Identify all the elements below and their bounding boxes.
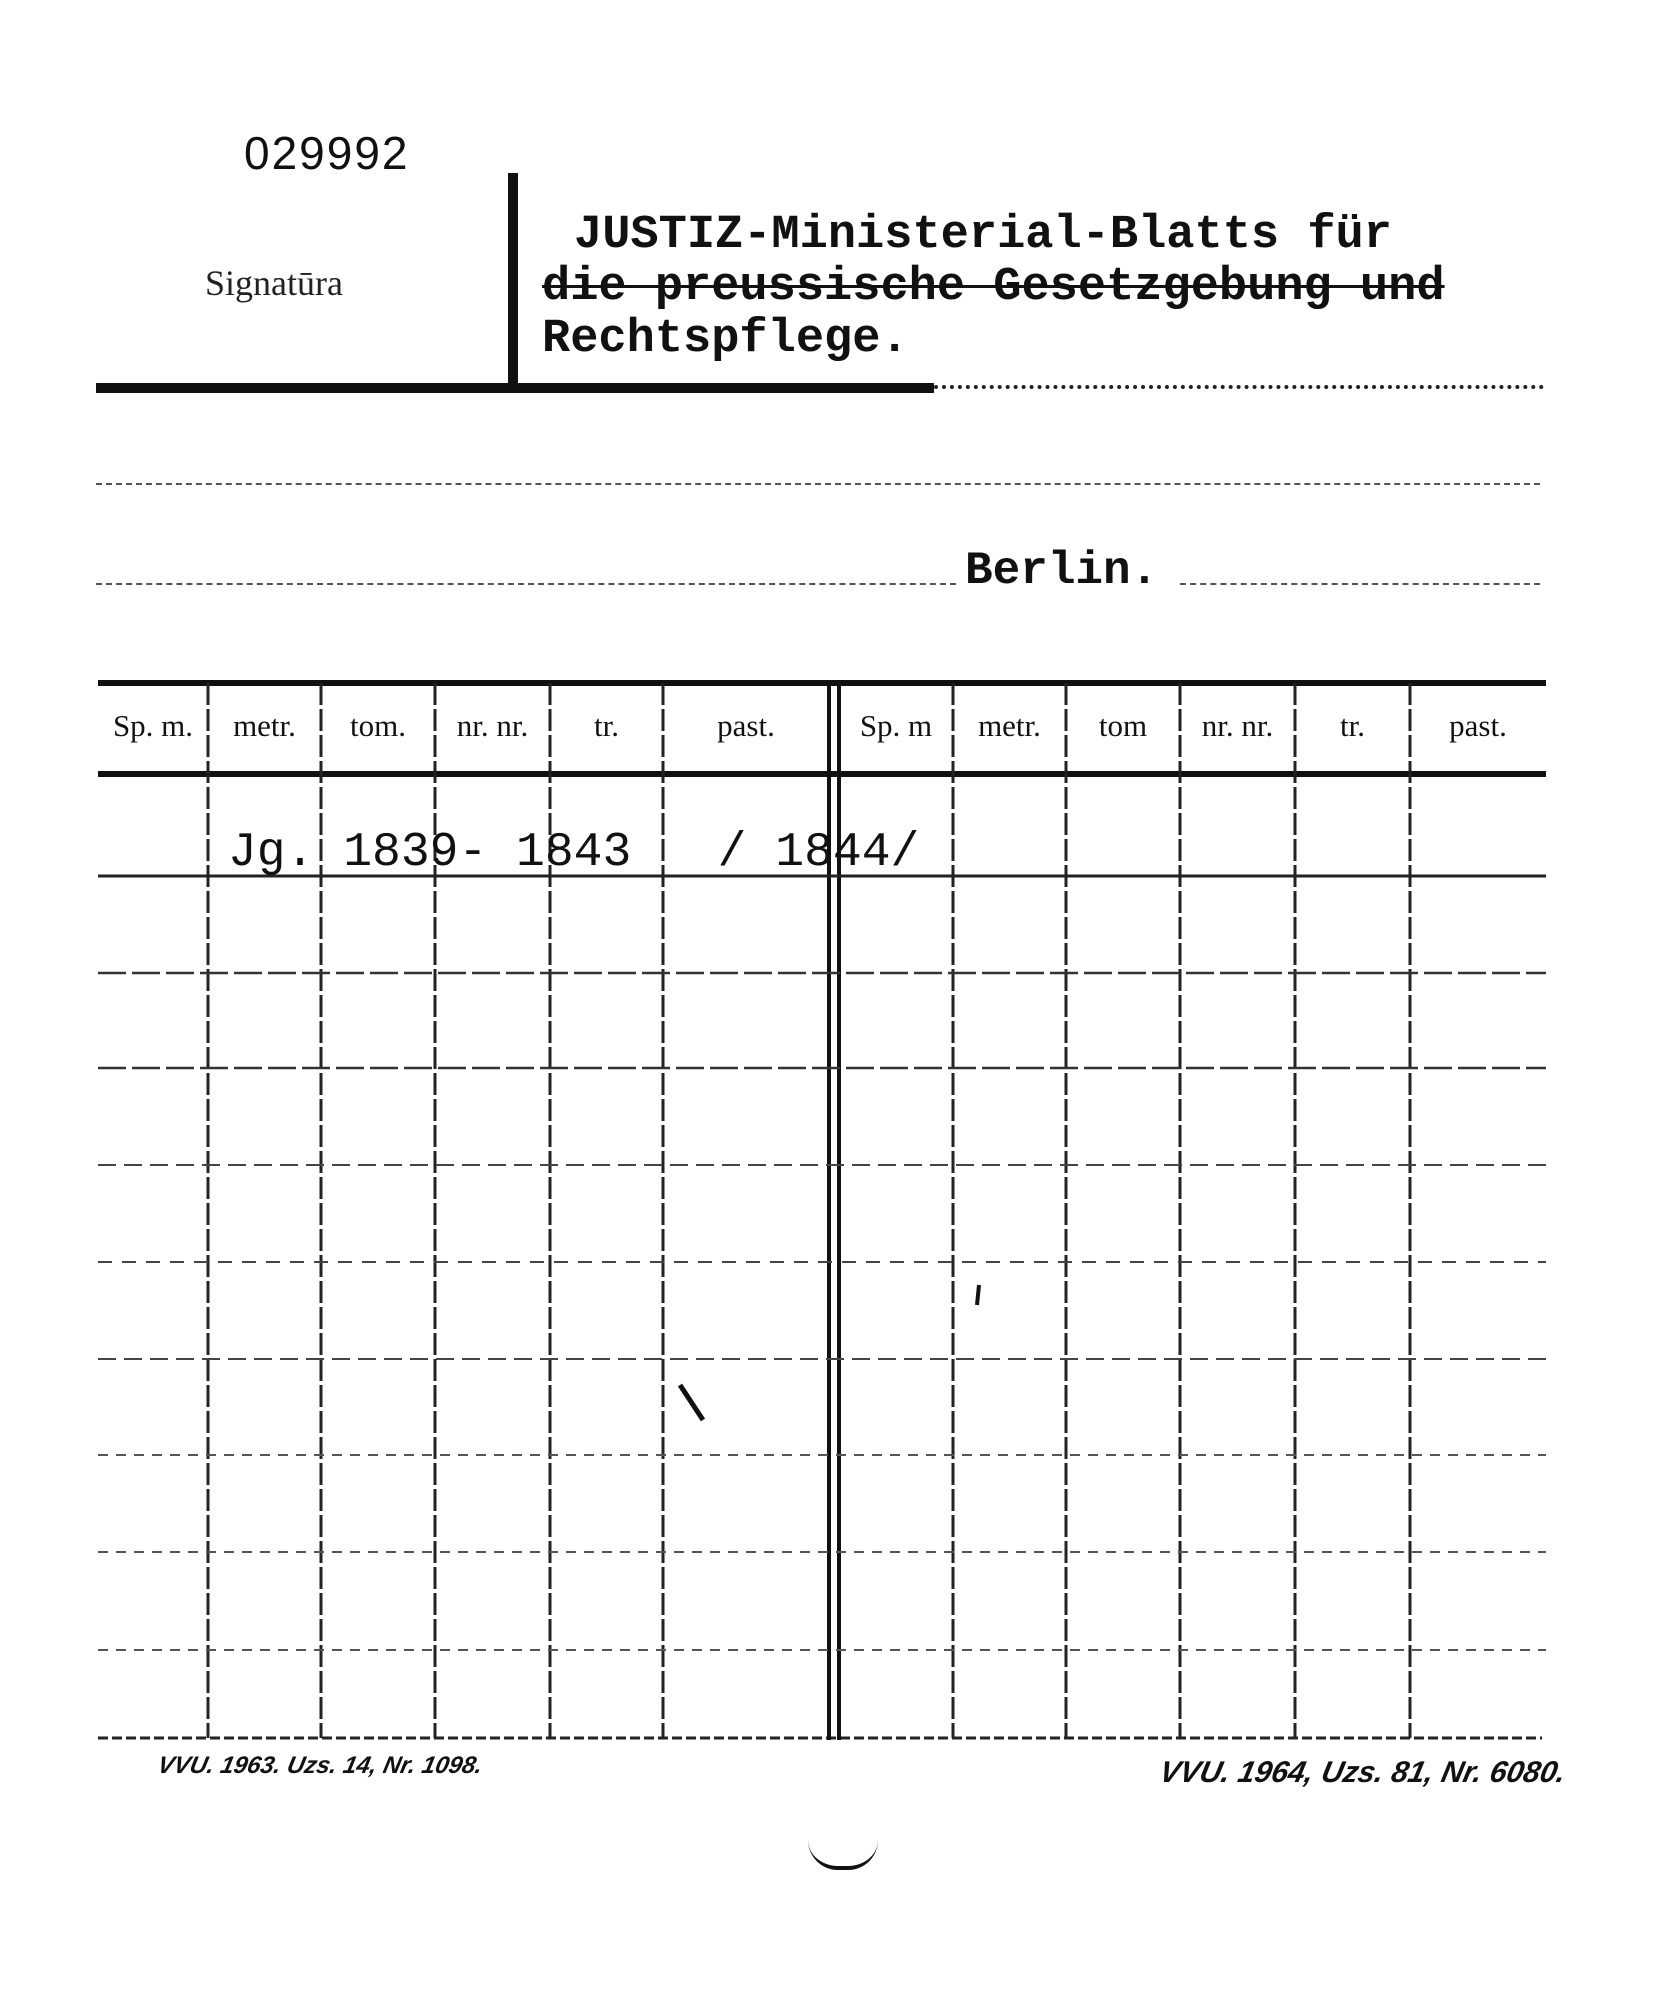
col-header-past-left: past. <box>717 708 775 743</box>
title-line-1: JUSTIZ-Ministerial-Blatts für <box>574 209 1392 262</box>
signatura-label: Signatūra <box>205 263 343 303</box>
col-header-sp-m-right: Sp. m <box>859 708 933 743</box>
col-header-tr-left: tr. <box>594 708 619 743</box>
place-of-publication: Berlin. <box>965 545 1159 597</box>
title-line-3: Rechtspflege. <box>542 313 909 366</box>
col-header-past-right: past. <box>1449 708 1507 743</box>
catalog-number: 029992 <box>244 127 410 179</box>
col-header-sp-m-left: Sp. m. <box>112 708 194 743</box>
col-header-tom-right: tom <box>1098 708 1148 743</box>
col-header-metr-left: metr. <box>233 708 296 743</box>
holdings-entry: Jg. 1839- 1843 / 1844/ <box>228 826 920 880</box>
col-header-metr-right: metr. <box>978 708 1041 743</box>
col-header-nr-nr-left: nr. nr. <box>456 708 529 743</box>
footnote-right: VVU. 1964, Uzs. 81, Nr. 6080. <box>1156 1756 1569 1789</box>
col-header-nr-nr-right: nr. nr. <box>1201 708 1274 743</box>
col-header-tr-right: tr. <box>1340 708 1365 743</box>
col-header-tom-left: tom. <box>350 708 406 743</box>
title-line-2: die preussische Gesetzgebung und <box>542 261 1445 314</box>
footnote-left: VVU. 1963. Uzs. 14, Nr. 1098. <box>155 1752 486 1779</box>
